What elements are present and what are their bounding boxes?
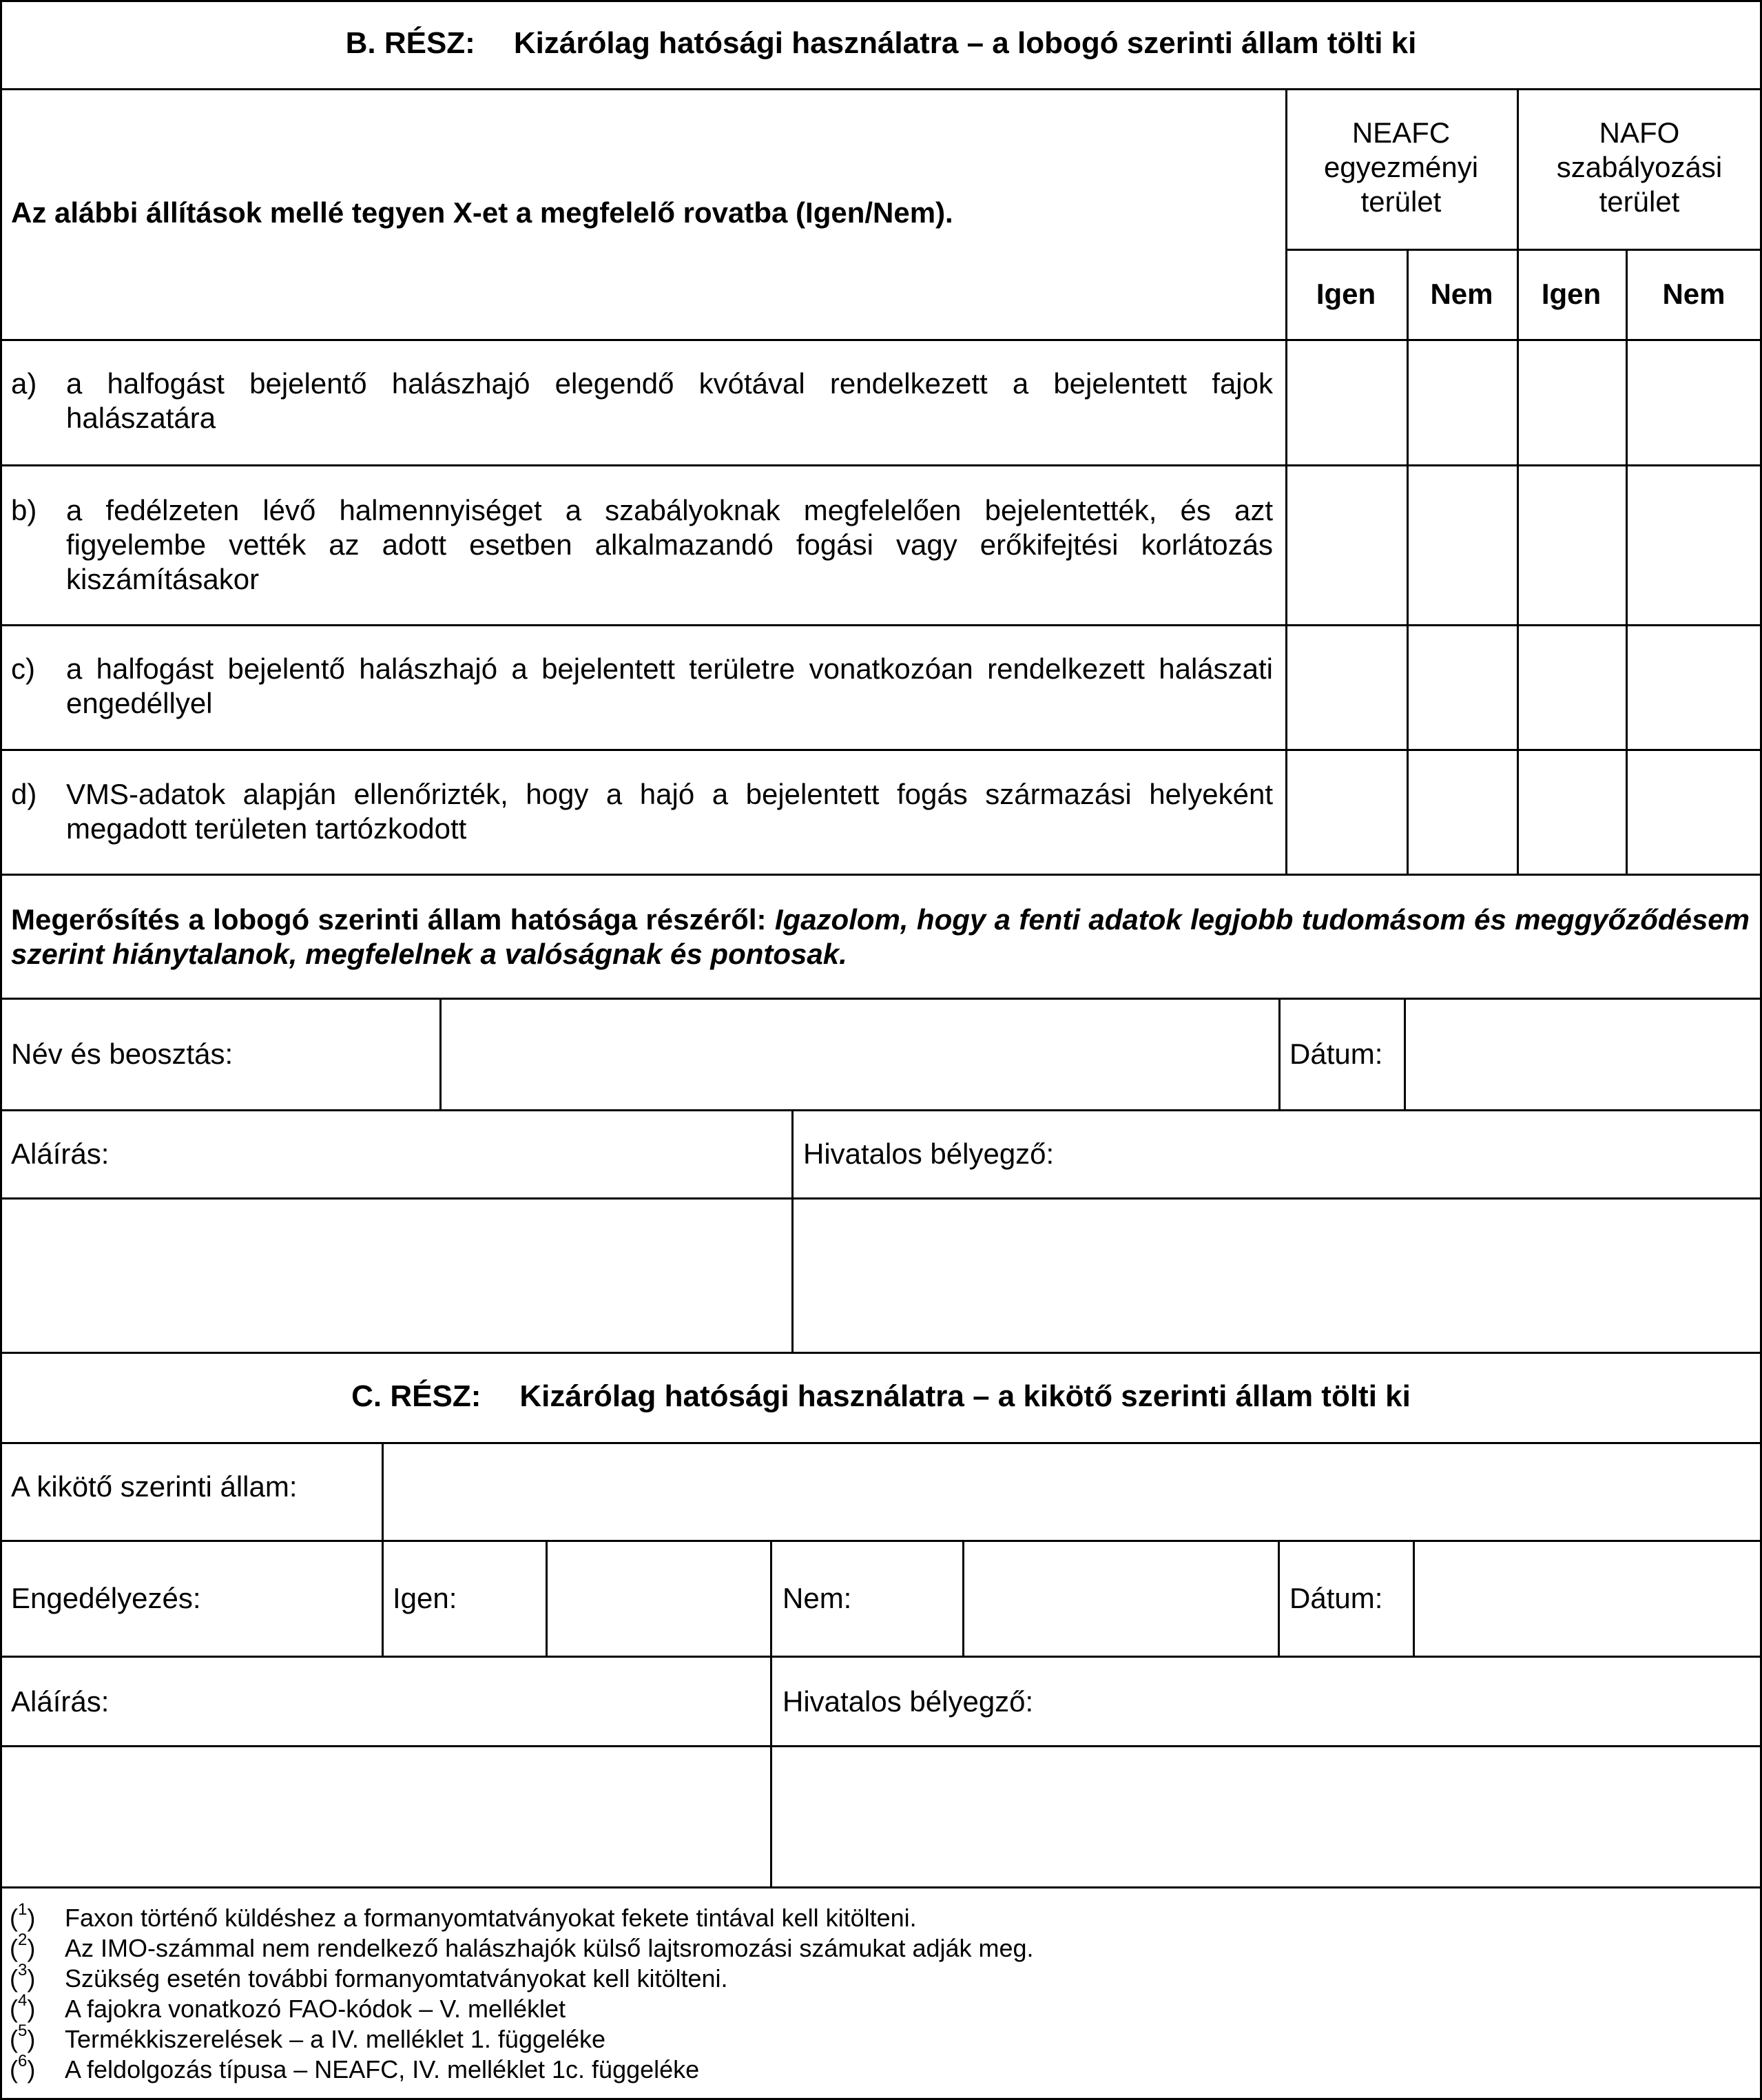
date-field-c[interactable] (1415, 1542, 1760, 1656)
part-c-heading-label: C. RÉSZ: (351, 1379, 481, 1413)
nafo-no-header: Nem (1662, 278, 1725, 310)
neafc-no-header: Nem (1430, 278, 1493, 310)
checkbox-b-neafc-no[interactable] (1409, 466, 1517, 624)
signature-field-c[interactable] (2, 1747, 770, 1886)
statement-label: c) (11, 652, 35, 685)
part-c-heading-text: Kizárólag hatósági használatra – a kikötő szerinti állam tölti ki (519, 1379, 1411, 1413)
statement-text: VMS-adatok alapján ellenőrizték, hogy a hajó a bejelentett fogás származási helyeként megadott területen tartózkodott (66, 778, 1273, 845)
checkbox-c-neafc-no[interactable] (1409, 626, 1517, 749)
part-b-heading-label: B. RÉSZ: (345, 26, 475, 60)
port-state-field[interactable] (384, 1444, 1760, 1540)
checkbox-b-nafo-no[interactable] (1628, 466, 1760, 624)
statement-label: d) (11, 778, 37, 810)
checkbox-c-neafc-yes[interactable] (1287, 626, 1407, 749)
neafc-yes-header: Igen (1316, 278, 1376, 310)
name-title-field[interactable] (442, 1000, 1278, 1109)
checkbox-b-nafo-yes[interactable] (1519, 466, 1626, 624)
signature-label-c: Aláírás: (11, 1685, 110, 1718)
stamp-label-c: Hivatalos bélyegző: (782, 1685, 1034, 1718)
stamp-label-b: Hivatalos bélyegző: (803, 1138, 1055, 1170)
statement-text: a halfogást bejelentő halászhajó elegendő kvótával rendelkezett a bejelentett fajok halászatára (66, 367, 1273, 434)
confirmation-bold: Megerősítés a lobogó szerinti állam hatósága részéről: (11, 903, 767, 936)
statement-text: a halfogást bejelentő halászhajó a bejelentett területre vonatkozóan rendelkezett halászati engedéllyel (66, 652, 1273, 719)
statement-label: a) (11, 367, 37, 400)
checkbox-a-nafo-yes[interactable] (1519, 341, 1626, 464)
date-field-b[interactable] (1406, 1000, 1760, 1109)
checkbox-d-neafc-yes[interactable] (1287, 751, 1407, 874)
authorisation-yes-label: Igen: (393, 1582, 457, 1614)
column-neafc-header: NEAFC egyezményi terület (1323, 116, 1479, 218)
checkbox-b-neafc-yes[interactable] (1287, 466, 1407, 624)
stamp-field-b[interactable] (794, 1200, 1760, 1352)
checkbox-a-nafo-no[interactable] (1628, 341, 1760, 464)
signature-label-b: Aláírás: (11, 1138, 110, 1170)
date-label-b: Dátum: (1289, 1038, 1383, 1070)
date-label-c: Dátum: (1289, 1582, 1383, 1614)
instruction-text: Az alábbi állítások mellé tegyen X-et a megfelelő rovatba (Igen/Nem). (11, 196, 953, 229)
checkbox-a-neafc-yes[interactable] (1287, 341, 1407, 464)
checkbox-c-nafo-yes[interactable] (1519, 626, 1626, 749)
column-nafo-header: NAFO szabályozási terület (1556, 116, 1723, 218)
authorisation-yes-field[interactable] (548, 1542, 770, 1656)
part-c-heading (0, 1379, 1762, 1414)
authorisation-no-field[interactable] (964, 1542, 1278, 1656)
stamp-field-c[interactable] (772, 1747, 1760, 1886)
part-b-heading (0, 26, 1762, 61)
port-state-label: A kikötő szerinti állam: (11, 1470, 298, 1503)
statement-text: a fedélzeten lévő halmennyiséget a szabályoknak megfelelően bejelentették, és azt figyelembe vették az adott esetben alkalmazandó fogási vagy erőkifejtési korlátozás kiszámításakor (66, 494, 1273, 595)
checkbox-d-nafo-yes[interactable] (1519, 751, 1626, 874)
checkbox-c-nafo-no[interactable] (1628, 626, 1760, 749)
authorisation-no-label: Nem: (782, 1582, 852, 1614)
checkbox-d-nafo-no[interactable] (1628, 751, 1760, 874)
checkbox-a-neafc-no[interactable] (1409, 341, 1517, 464)
nafo-yes-header: Igen (1541, 278, 1602, 310)
signature-field-b[interactable] (2, 1200, 791, 1352)
part-b-heading-text: Kizárólag hatósági használatra – a lobogó szerinti állam tölti ki (513, 26, 1417, 60)
confirmation-italic: Igazolom, hogy a fenti adatok legjobb tudomásom és meggyőződésem szerint hiánytalanok, megfelelnek a valóságnak és pontosak. (11, 903, 1750, 970)
statement-label: b) (11, 494, 37, 526)
confirmation-statement (11, 903, 1750, 971)
checkbox-d-neafc-no[interactable] (1409, 751, 1517, 874)
name-title-label: Név és beosztás: (11, 1038, 234, 1070)
authorisation-label: Engedélyezés: (11, 1582, 201, 1614)
